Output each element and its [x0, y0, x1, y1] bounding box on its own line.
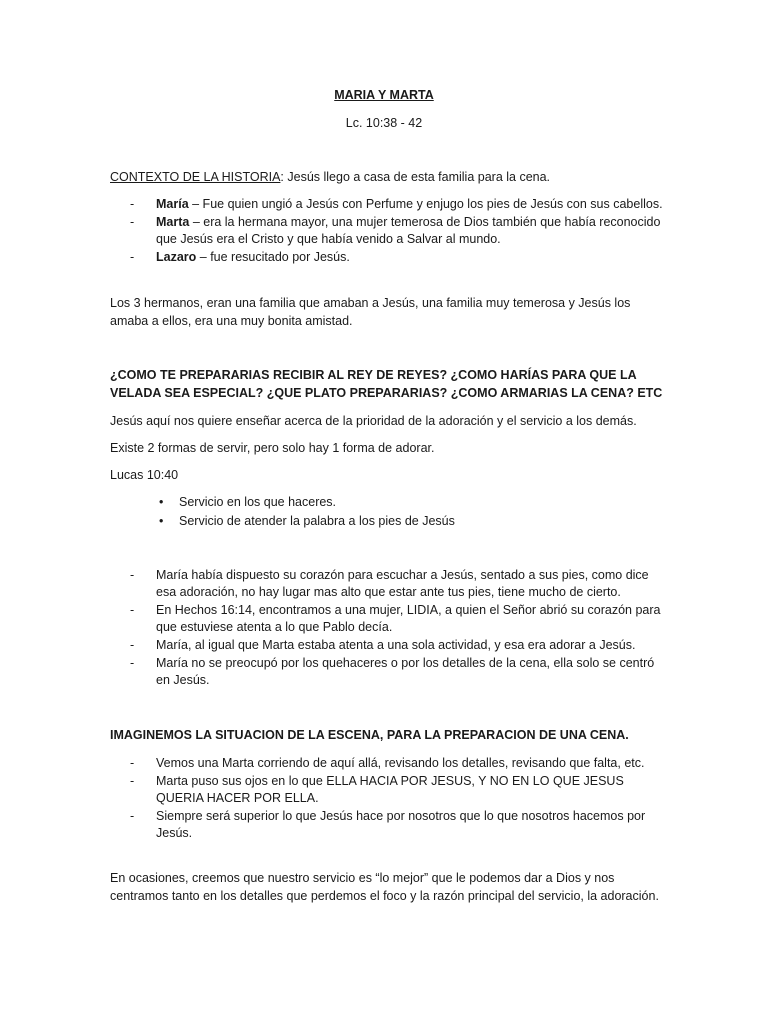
list-item [130, 655, 670, 689]
point-text: En Hechos 16:14, encontramos a una mujer, LIDIA, a quien el Señor abrió su corazón para que estuviese atenta a lo que Pablo decía. [156, 603, 661, 634]
imaginemos-heading: IMAGINEMOS LA SITUACION DE LA ESCENA, PARA LA PREPARACION DE UNA CENA. [110, 728, 629, 742]
lucas-reference: Lucas 10:40 [110, 468, 179, 482]
bullet-marker: • [159, 495, 164, 509]
person-name: María [156, 197, 189, 211]
point-text: Vemos una Marta corriendo de aquí allá, revisando los detalles, revisando que falta, etc. [156, 756, 645, 770]
bible-reference: Lc. 10:38 - 42 [345, 116, 423, 130]
question-heading: ¿COMO TE PREPARARIAS RECIBIR AL REY DE REYES? ¿COMO HARÍAS PARA QUE LA VELADA SEA ESPECIAL? ¿QUE PLATO PREPARARIAS? ¿COMO ARMARIAS LA CENA? ETC [110, 368, 663, 400]
formas-paragraph: Existe 2 formas de servir, pero solo hay 1 forma de adorar. [110, 441, 435, 455]
dash-marker: - [130, 250, 135, 264]
dash-marker: - [130, 809, 135, 823]
page-title: MARIA Y MARTA [334, 88, 434, 102]
hermanos-paragraph: Los 3 hermanos, eran una familia que amaban a Jesús, una familia muy temerosa y Jesús los amaba a ellos, era una muy bonita amistad. [110, 296, 631, 328]
list-item [130, 196, 670, 213]
dash-marker: - [130, 774, 135, 788]
person-name: Marta [156, 215, 190, 229]
list-item [155, 512, 655, 531]
servicio-text: Servicio de atender la palabra a los pies de Jesús [179, 514, 455, 528]
list-item [130, 755, 670, 772]
person-name: Lazaro [156, 250, 197, 264]
bullet-marker: • [159, 514, 164, 528]
list-item [130, 214, 670, 248]
point-text: Marta puso sus ojos en lo que ELLA HACIA POR JESUS, Y NO EN LO QUE JESUS QUERIA HACER POR ELLA. [156, 774, 624, 805]
dash-marker: - [130, 638, 135, 652]
dash-marker: - [130, 656, 135, 670]
dash-marker: - [130, 568, 135, 582]
list-item [155, 493, 655, 512]
list-item [130, 602, 670, 636]
point-text: María había dispuesto su corazón para escuchar a Jesús, sentado a sus pies, como dice esa adoración, no hay lugar mas alto que estar ante tus pies, tiene mucho de cierto. [156, 568, 649, 599]
list-item [130, 808, 670, 842]
list-item [130, 249, 670, 266]
dash-marker: - [130, 756, 135, 770]
servicio-text: Servicio en los que haceres. [179, 495, 337, 509]
dash-marker: - [130, 215, 135, 229]
people-list [130, 196, 670, 267]
contexto-paragraph [110, 168, 670, 186]
servicios-list [155, 493, 655, 531]
point-text: María, al igual que Marta estaba atenta a una sola actividad, y esa era adorar a Jesús. [156, 638, 636, 652]
ensenar-paragraph: Jesús aquí nos quiere enseñar acerca de la prioridad de la adoración y el servicio a los demás. [110, 414, 637, 428]
escena-points-list [130, 755, 670, 843]
list-item [130, 567, 670, 601]
maria-points-list [130, 567, 670, 690]
person-text: – Fue quien ungió a Jesús con Perfume y enjugo los pies de Jesús con sus cabellos. [188, 197, 663, 211]
point-text: María no se preocupó por los quehaceres o por los detalles de la cena, ella solo se centró en Jesús. [156, 656, 655, 687]
contexto-text: : Jesús llego a casa de esta familia para la cena. [280, 170, 551, 184]
person-text: – fue resucitado por Jesús. [196, 250, 350, 264]
list-item [130, 637, 670, 654]
dash-marker: - [130, 603, 135, 617]
dash-marker: - [130, 197, 135, 211]
conclusion-paragraph: En ocasiones, creemos que nuestro servicio es “lo mejor” que le podemos dar a Dios y nos centramos tanto en los detalles que perdemos el foco y la razón principal del servicio, la adoración. [110, 871, 659, 903]
contexto-label: CONTEXTO DE LA HISTORIA [110, 170, 281, 184]
person-text: – era la hermana mayor, una mujer temerosa de Dios también que había reconocido que Jesús era el Cristo y que había venido a Salvar al mundo. [156, 215, 661, 246]
list-item [130, 773, 670, 807]
point-text: Siempre será superior lo que Jesús hace por nosotros que lo que nosotros hacemos por Jesús. [156, 809, 646, 840]
